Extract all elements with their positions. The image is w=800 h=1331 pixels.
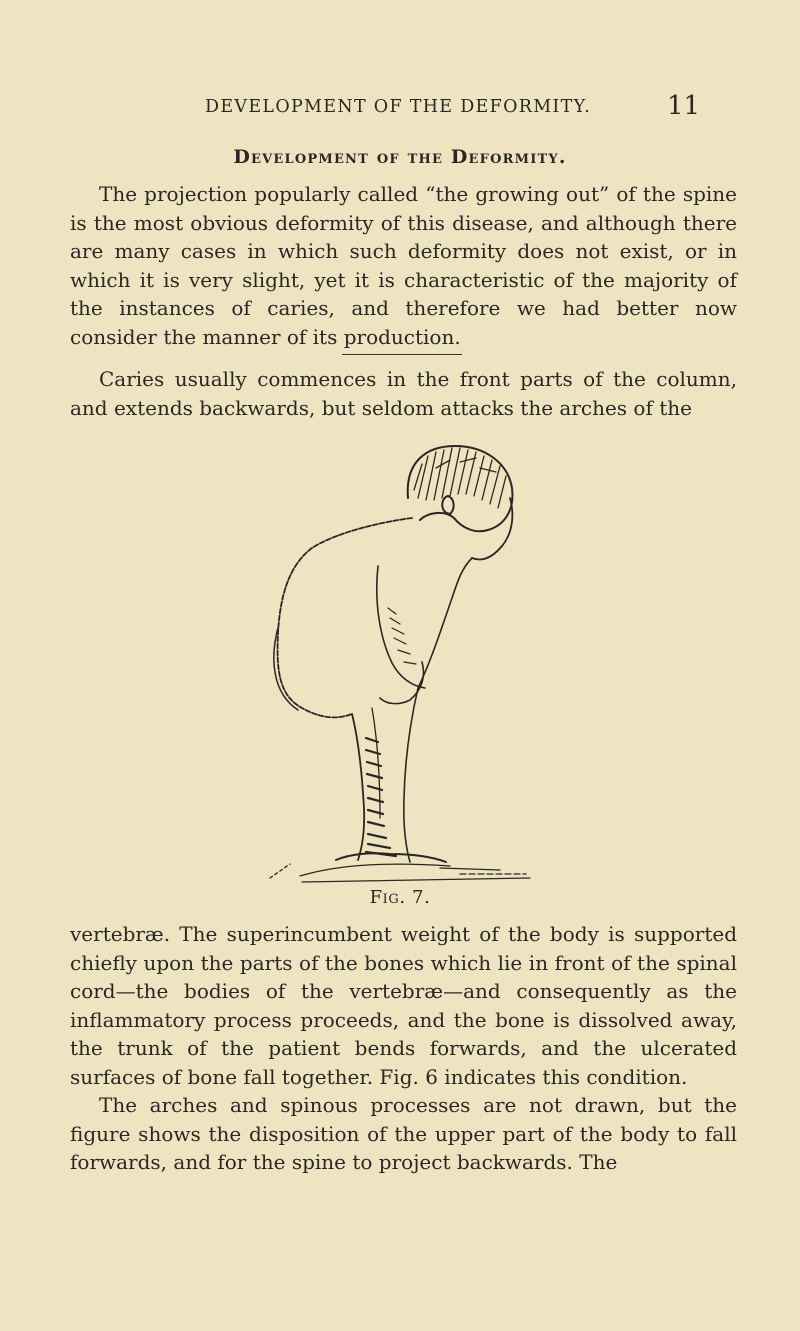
- figure-arm-hatching: [388, 608, 416, 664]
- paragraph-2: [70, 365, 737, 422]
- figure-back-outline: [278, 518, 412, 717]
- paragraph-3-text: vertebræ. The superincumbent weight of the body is supported chiefly upon the parts of the bones which lie in front of the spinal cord—the bodies of the vertebræ—and consequently as the inflammatory process proceeds, and the bone is dissolved away, the trunk of the patient bends forwards, and the ulcerated surfaces of bone fall together. Fig. 6 indicates this condition.: [70, 922, 737, 1089]
- paragraph-4-text: The arches and spinous processes are not drawn, but the figure shows the disposition of the upper part of the body to fall forwards, and for the spine to project backwards. The: [70, 1093, 737, 1174]
- section-divider-rule: [342, 354, 462, 355]
- figure-7-illustration: [240, 438, 540, 888]
- running-head-title: DEVELOPMENT OF THE DEFORMITY.: [205, 97, 592, 117]
- figure-leg-back: [352, 714, 364, 860]
- figure-ground-lines: [270, 864, 530, 882]
- figure-feet: [336, 853, 446, 862]
- figure-ear: [442, 496, 453, 514]
- section-title: Development of the Deformity.: [233, 146, 567, 168]
- figure-hand: [380, 662, 424, 704]
- figure-leg-hatching: [366, 738, 396, 856]
- paragraph-2-text: Caries usually commences in the front parts of the column, and extends backwards, but seldom attacks the arches of the: [70, 367, 737, 420]
- paragraph-1: [70, 180, 737, 351]
- figure-front-outline: [418, 558, 472, 688]
- paragraph-1-text: The projection popularly called “the growing out” of the spine is the most obvious deformity of this disease, and although there are many cases in which such deformity does not exist, or in which it is very slight, yet it is characteristic of the majority of the instances of caries, and therefore we had better now consider the manner of its production.: [70, 182, 737, 349]
- figure-arm: [377, 566, 425, 688]
- paragraph-3: [70, 920, 737, 1177]
- figure-caption: Fig. 7.: [369, 887, 431, 908]
- page-number: 11: [667, 91, 701, 121]
- figure-head-outline: [408, 446, 513, 531]
- figure-leg-front: [404, 688, 418, 862]
